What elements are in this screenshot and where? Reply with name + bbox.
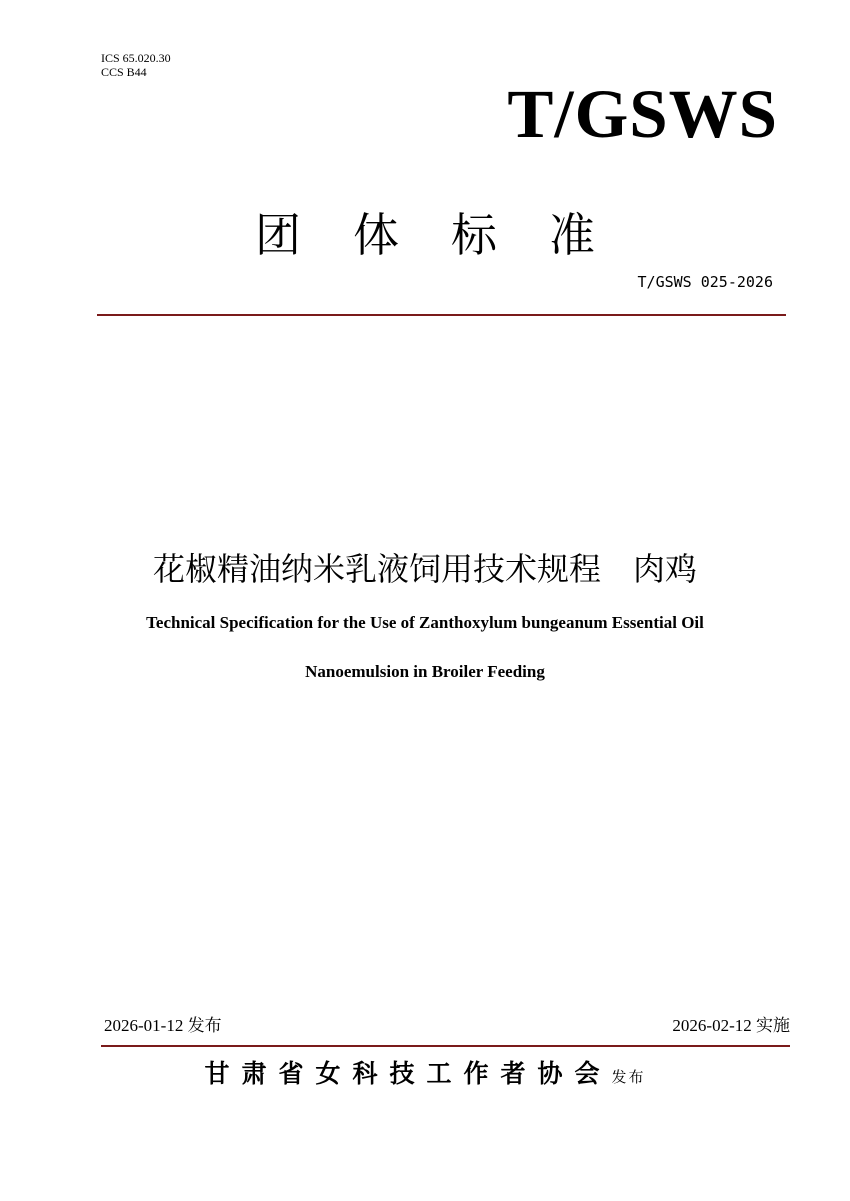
publisher [0, 1054, 850, 1097]
standard-brand: T/GSWS [507, 76, 778, 152]
standard-type: 团体标准 [255, 208, 647, 262]
ccs-code: CCS B44 [101, 65, 147, 79]
publisher-suffix: 发布 [611, 1068, 646, 1086]
title-chinese: 花椒精油纳米乳液饲用技术规程 肉鸡 [152, 550, 697, 588]
classification-codes [101, 51, 171, 79]
publish-date: 2026-01-12 发布 [104, 1016, 222, 1035]
implementation-date: 2026-02-12 实施 [672, 1016, 790, 1035]
publisher-name: 甘肃省女科技工作者协会 [204, 1059, 612, 1088]
header-divider [97, 314, 786, 316]
footer-divider [101, 1045, 790, 1047]
standard-number: T/GSWS 025-2026 [637, 273, 773, 291]
title-english-line2: Nanoemulsion in Broiler Feeding [305, 662, 545, 681]
ics-code: ICS 65.020.30 [101, 51, 171, 65]
title-english-line1: Technical Specification for the Use of Zanthoxylum bungeanum Essential Oil [146, 613, 704, 632]
